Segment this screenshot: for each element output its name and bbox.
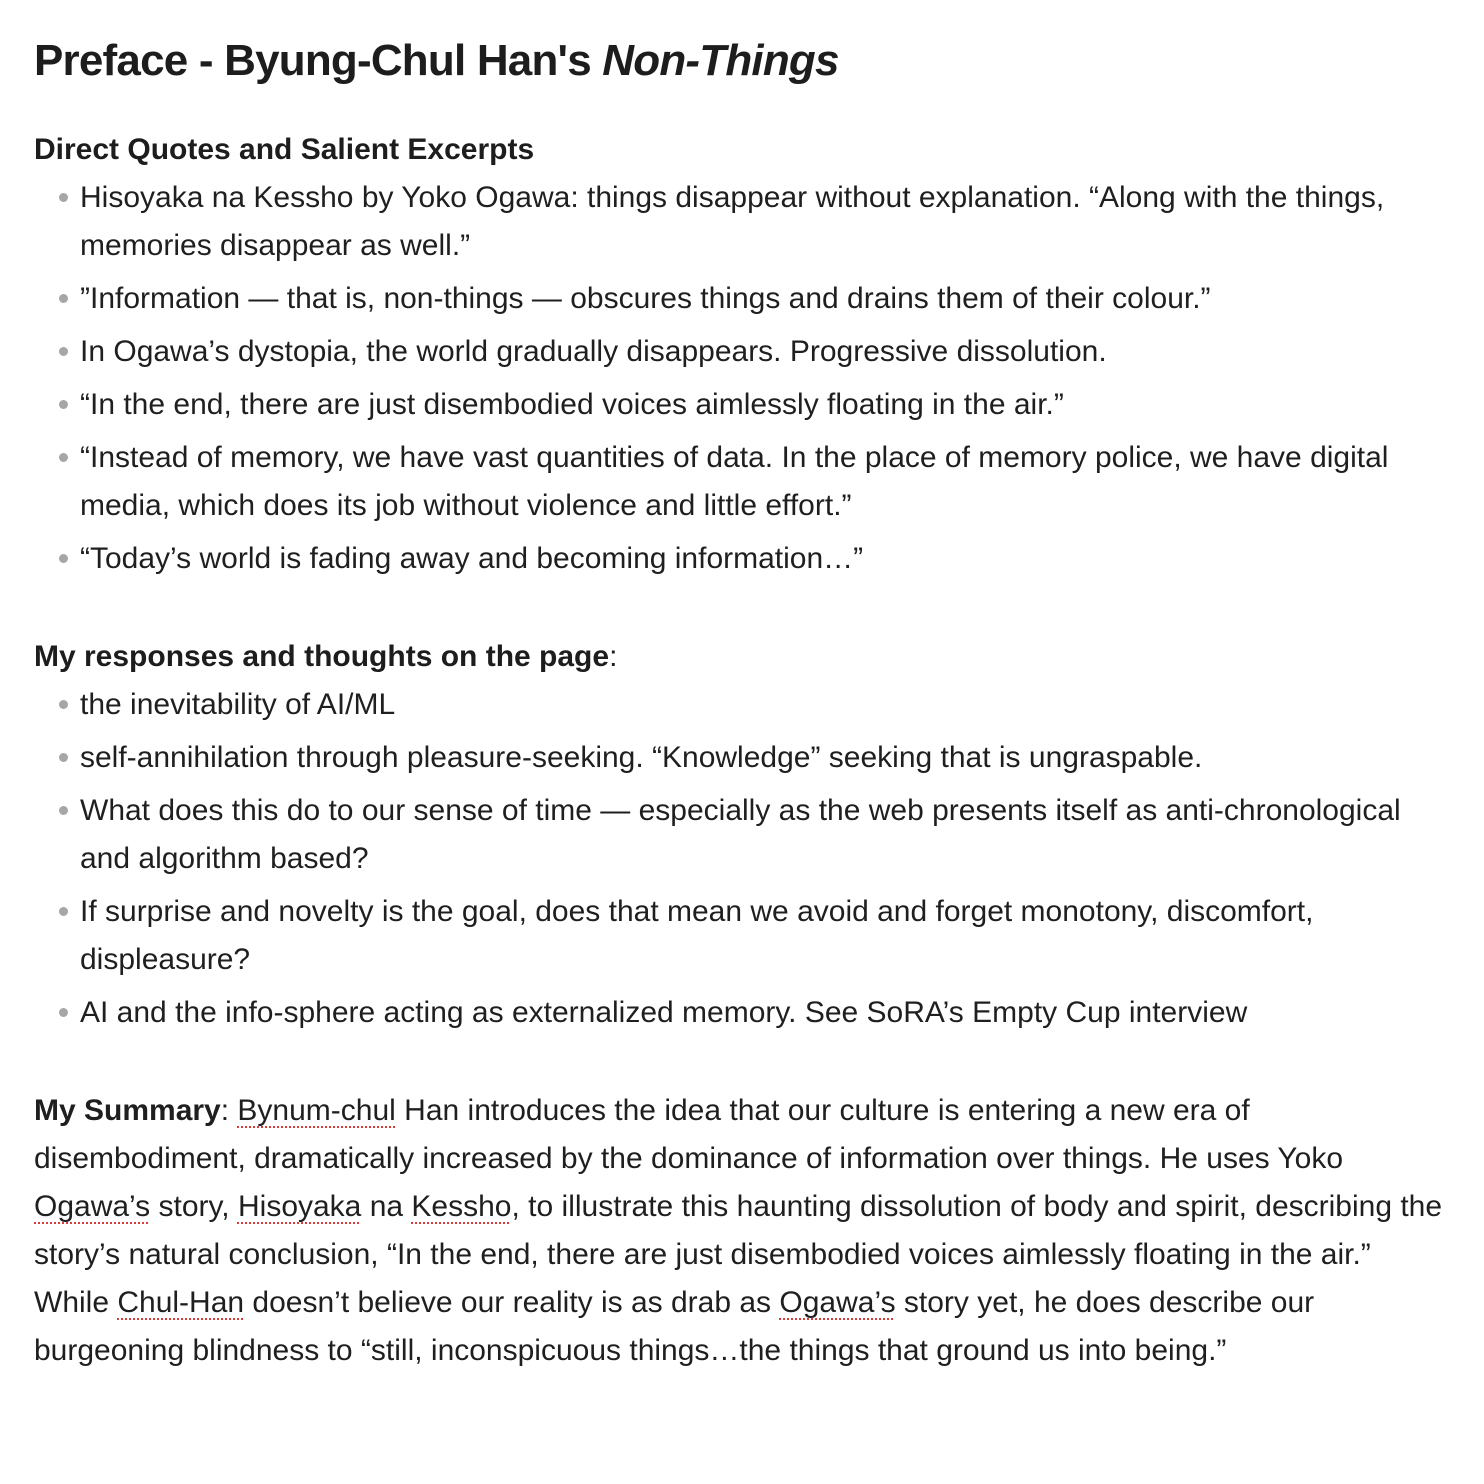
summary-paragraph[interactable] [34,1087,1450,1375]
list-item-text: ”Information — that is, non-things — obscures things and drains them of their colour.” [80,282,1211,315]
summary-text: doesn’t believe our reality is as drab as [244,1286,780,1319]
bullet-icon [59,806,68,815]
responses-section [34,633,1450,1037]
summary-text: na [361,1190,412,1223]
list-item-text: What does this do to our sense of time — especially as the web presents itself as anti-chronological and algorithm based? [80,794,1401,875]
quotes-list [34,174,1450,583]
list-item[interactable] [34,328,1450,376]
list-item-text: If surprise and novelty is the goal, does that mean we avoid and forget monotony, discomfort, displeasure? [80,895,1314,976]
quotes-section [34,126,1450,583]
list-item[interactable] [34,535,1450,583]
bullet-icon [59,1008,68,1017]
bullet-icon [59,753,68,762]
misspelled-word[interactable]: Chul-Han [117,1286,245,1319]
summary-text: : [220,1094,238,1127]
list-item[interactable] [34,989,1450,1037]
list-item-text: AI and the info-sphere acting as externalized memory. See SoRA’s Empty Cup interview [80,996,1248,1029]
responses-heading-colon: : [609,640,618,673]
list-item[interactable] [34,734,1450,782]
list-item[interactable] [34,381,1450,429]
misspelled-word[interactable]: Bynum-chul [237,1094,396,1127]
bullet-icon [59,453,68,462]
list-item-text: “In the end, there are just disembodied voices aimlessly floating in the air.” [80,388,1064,421]
bullet-icon [59,907,68,916]
summary-section [34,1087,1450,1375]
summary-text: , to illustrate this haunting dissolution of body and spirit, describing the story’s natural conclusion, “In the end, there are just disembodied voices aimlessly floating in the air.” While [34,1190,1443,1319]
list-item-text: “Instead of memory, we have vast quantities of data. In the place of memory police, we have digital media, which does its job without violence and little effort.” [80,441,1389,522]
summary-text: story yet, he does describe our burgeoning blindness to “still, inconspicuous things…the things that ground us into being.” [34,1286,1315,1367]
list-item[interactable] [34,681,1450,729]
list-item-text: the inevitability of AI/ML [80,688,396,721]
list-item-text: “Today’s world is fading away and becoming information…” [80,542,864,575]
list-item[interactable] [34,174,1450,270]
responses-list [34,681,1450,1037]
bullet-icon [59,700,68,709]
page-title-prefix: Preface - Byung-Chul Han's [34,36,603,85]
summary-label: My Summary [34,1094,221,1127]
summary-text: Han introduces the idea that our culture is entering a new era of disembodiment, dramatically increased by the dominance of information over things. He uses Yoko [34,1094,1344,1175]
bullet-icon [59,554,68,563]
bullet-icon [59,400,68,409]
responses-heading [34,633,1450,681]
bullet-icon [59,347,68,356]
quotes-heading: Direct Quotes and Salient Excerpts [34,133,535,166]
bullet-icon [59,294,68,303]
page-title-book-name: Non-Things [602,36,839,85]
misspelled-word[interactable]: Ogawa’s [34,1190,151,1223]
summary-text: story, [150,1190,238,1223]
list-item-text: In Ogawa’s dystopia, the world gradually disappears. Progressive dissolution. [80,335,1107,368]
misspelled-word[interactable]: Ogawa’s [779,1286,896,1319]
list-item-text: self-annihilation through pleasure-seeking. “Knowledge” seeking that is ungraspable. [80,741,1203,774]
misspelled-word[interactable]: Kessho [411,1190,512,1223]
responses-heading-text: My responses and thoughts on the page [34,640,610,673]
list-item[interactable] [34,434,1450,530]
list-item[interactable] [34,275,1450,323]
bullet-icon [59,193,68,202]
list-item[interactable] [34,787,1450,883]
page-title [34,30,1450,92]
list-item-text: Hisoyaka na Kessho by Yoko Ogawa: things disappear without explanation. “Along with the things, memories disappear as well.” [80,181,1385,262]
list-item[interactable] [34,888,1450,984]
misspelled-word[interactable]: Hisoyaka [237,1190,362,1223]
